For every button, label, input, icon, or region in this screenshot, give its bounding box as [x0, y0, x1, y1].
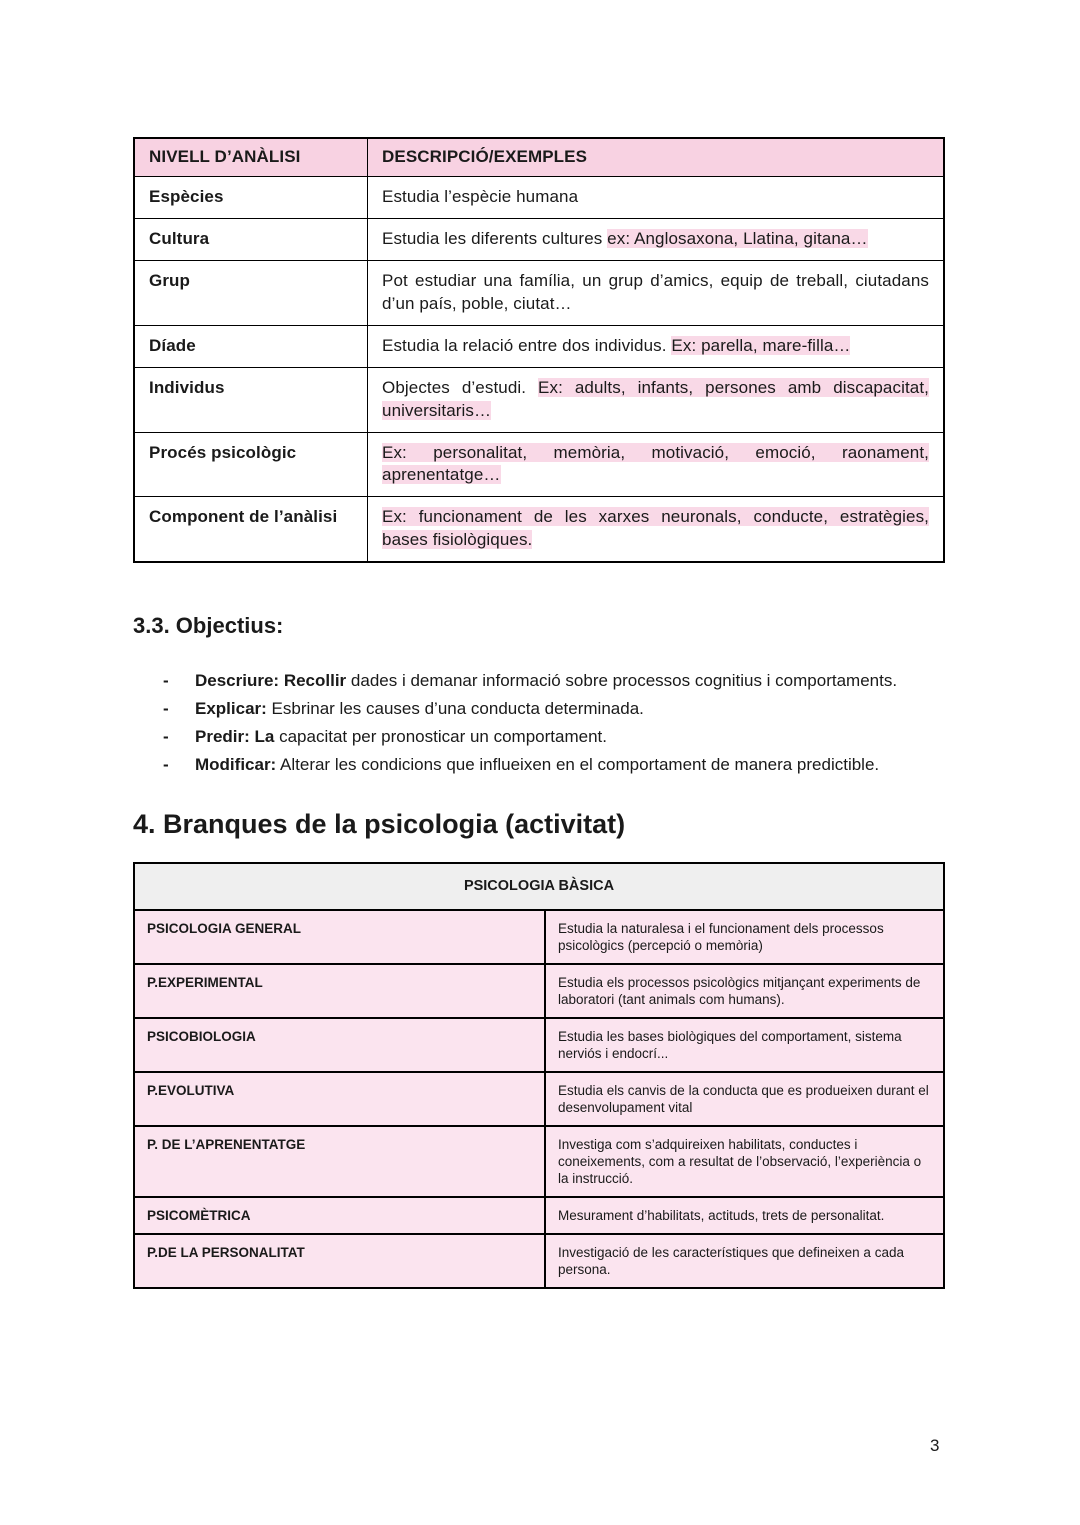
section-3-3-heading: 3.3. Objectius: [133, 613, 284, 639]
branches-table-row [134, 1234, 944, 1288]
description-highlighted-text: Ex: funcionament de les xarxes neuronals, conducte, estratègies, bases fisiològiques. [382, 507, 929, 550]
page-content [133, 0, 945, 1289]
objective-text [195, 669, 945, 693]
description-highlighted-text: Ex: personalitat, memòria, motivació, emoció, raonament, aprenentatge… [382, 442, 929, 485]
section-4-heading: 4. Branques de la psicologia (activitat) [133, 809, 626, 840]
objectives-list-item [133, 669, 945, 693]
objectives-list [133, 669, 945, 777]
analysis-description-header: DESCRIPCIÓ/EXEMPLES [368, 138, 944, 176]
analysis-levels-table [133, 137, 945, 563]
analysis-level-cell: Cultura [134, 218, 368, 260]
branch-description-cell: Investiga com s’adquireixen habilitats, conductes i coneixements, com a resultat de l’observació, l’experiència o la instrucció. [545, 1126, 944, 1197]
objective-text [195, 753, 945, 777]
branches-table-row [134, 1018, 944, 1072]
analysis-description-cell [368, 497, 944, 562]
description-highlighted-text: Ex: adults, infants, persones amb discapacitat, universitaris… [382, 377, 929, 420]
objective-rest-text: Esbrinar les causes d’una conducta determinada. [266, 699, 644, 719]
branch-description-cell: Mesurament d’habilitats, actituds, trets de personalitat. [545, 1197, 944, 1234]
description-plain-text: Objectes d’estudi. [382, 377, 539, 397]
page-number: 3 [930, 1436, 940, 1455]
analysis-level-cell: Espècies [134, 176, 368, 218]
analysis-description-cell [368, 367, 944, 432]
analysis-table-row [134, 432, 944, 497]
analysis-description-cell [368, 218, 944, 260]
objectives-list-item [133, 697, 945, 721]
objective-bold-lead: Explicar: [195, 699, 267, 719]
branch-name-cell: P.EVOLUTIVA [134, 1072, 545, 1126]
branch-name-cell: PSICOMÈTRICA [134, 1197, 545, 1234]
analysis-table-row [134, 260, 944, 325]
branch-description-cell: Estudia els processos psicològics mitjançant experiments de laboratori (tant animals com humans). [545, 964, 944, 1018]
analysis-description-cell [368, 176, 944, 218]
description-highlighted-text: Ex: parella, mare-filla… [671, 335, 851, 355]
branches-table-row [134, 1126, 944, 1197]
analysis-level-cell: Individus [134, 367, 368, 432]
bullet-dash: - [163, 755, 169, 775]
branch-name-cell: PSICOLOGIA GENERAL [134, 910, 545, 964]
objective-bold-lead: Predir: La [195, 727, 275, 747]
objectives-list-item [133, 725, 945, 749]
branches-table-title: PSICOLOGIA BÀSICA [134, 863, 944, 910]
objective-text [195, 725, 945, 749]
branch-name-cell: P.EXPERIMENTAL [134, 964, 545, 1018]
analysis-table-header-row [134, 138, 944, 176]
analysis-description-cell [368, 325, 944, 367]
objective-rest-text: capacitat per pronosticar un comportament. [274, 727, 607, 747]
branches-table-row [134, 1197, 944, 1234]
description-highlighted-text: ex: Anglosaxona, Llatina, gitana… [607, 228, 868, 248]
analysis-level-header: NIVELL D’ANÀLISI [134, 138, 368, 176]
analysis-level-cell: Grup [134, 260, 368, 325]
objective-bold-lead: Modificar: [195, 755, 277, 775]
objectives-list-item [133, 753, 945, 777]
description-plain-text: Estudia les diferents cultures [382, 228, 608, 248]
branch-name-cell: P.DE LA PERSONALITAT [134, 1234, 545, 1288]
bullet-dash: - [163, 727, 169, 747]
branches-table-row [134, 964, 944, 1018]
branch-description-cell: Investigació de les característiques que defineixen a cada persona. [545, 1234, 944, 1288]
branches-table [133, 862, 945, 1289]
analysis-table-row [134, 497, 944, 562]
analysis-description-cell [368, 260, 944, 325]
branch-name-cell: PSICOBIOLOGIA [134, 1018, 545, 1072]
branch-description-cell: Estudia la naturalesa i el funcionament dels processos psicològics (percepció o memòria) [545, 910, 944, 964]
objective-rest-text: Alterar les condicions que influeixen en el comportament de manera predictible. [276, 755, 880, 775]
analysis-level-cell: Díade [134, 325, 368, 367]
description-plain-text: Estudia la relació entre dos individus. [382, 335, 672, 355]
branches-table-row [134, 910, 944, 964]
analysis-description-cell [368, 432, 944, 497]
objective-text [195, 697, 945, 721]
branch-description-cell: Estudia les bases biològiques del comportament, sistema nerviós i endocrí... [545, 1018, 944, 1072]
branch-name-cell: P. DE L’APRENENTATGE [134, 1126, 545, 1197]
branches-table-title-row [134, 863, 944, 910]
branch-description-cell: Estudia els canvis de la conducta que es produeixen durant el desenvolupament vital [545, 1072, 944, 1126]
description-plain-text: Estudia l’espècie humana [382, 186, 579, 206]
analysis-table-row [134, 176, 944, 218]
bullet-dash: - [163, 699, 169, 719]
analysis-level-cell: Procés psicològic [134, 432, 368, 497]
description-plain-text: Pot estudiar una família, un grup d’amics, equip de treball, ciutadans d’un país, poble, ciutat… [382, 270, 929, 313]
analysis-table-row [134, 325, 944, 367]
objective-rest-text: dades i demanar informació sobre processos cognitius i comportaments. [346, 671, 898, 691]
bullet-dash: - [163, 671, 169, 691]
objective-bold-lead: Descriure: Recollir [195, 671, 347, 691]
branches-table-row [134, 1072, 944, 1126]
analysis-level-cell: Component de l’anàlisi [134, 497, 368, 562]
analysis-table-row [134, 218, 944, 260]
analysis-table-row [134, 367, 944, 432]
